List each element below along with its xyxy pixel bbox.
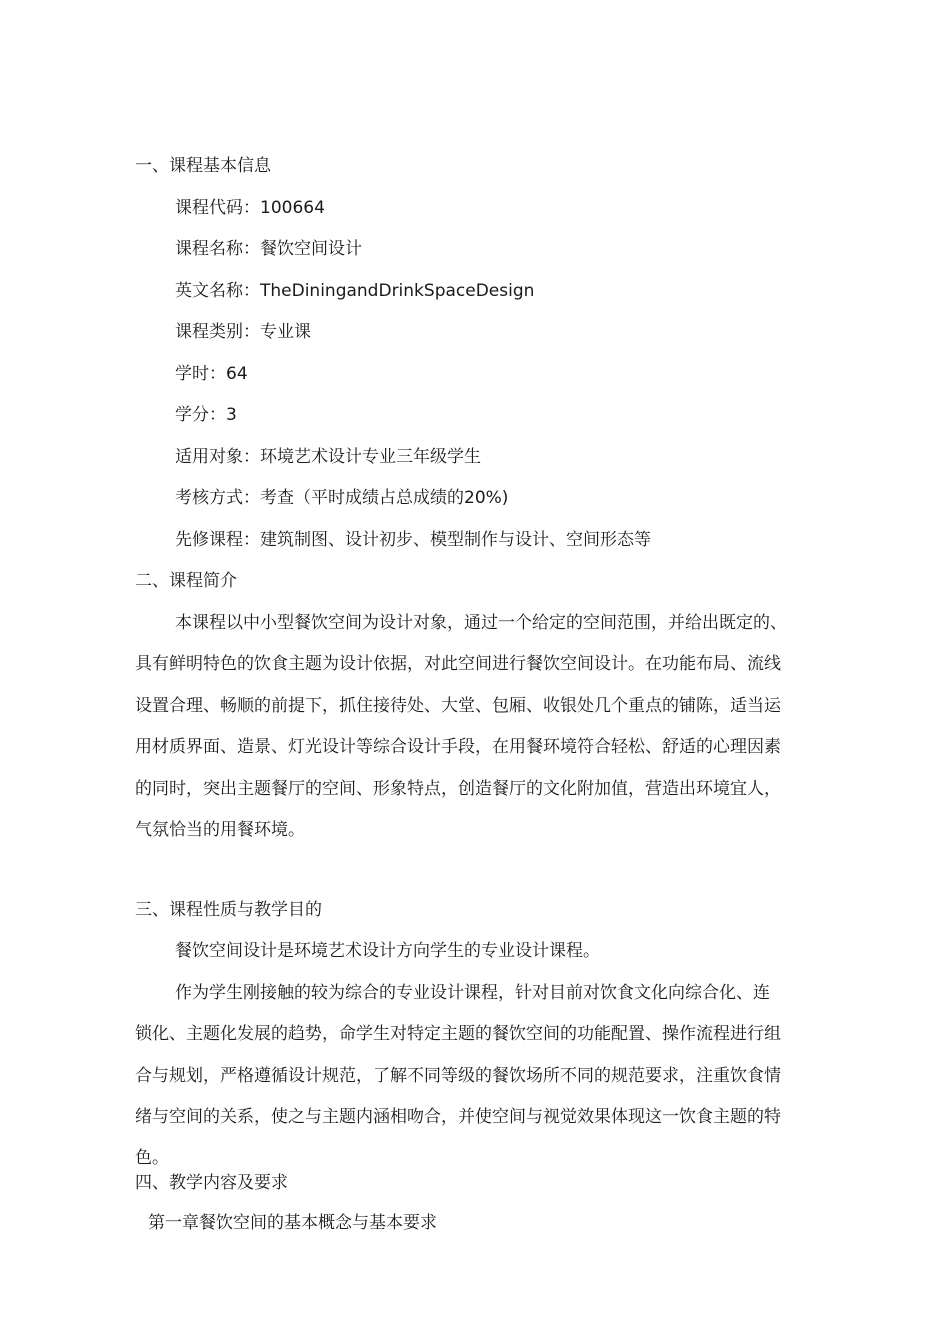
field-label: 学时： [175, 364, 226, 384]
field-course-name [175, 237, 362, 261]
field-value: 环境艺术设计专业三年级学生 [260, 447, 481, 467]
field-label: 先修课程： [175, 530, 260, 550]
section2-heading: 二、课程简介 [135, 571, 237, 591]
field-value: 餐饮空间设计 [260, 239, 362, 259]
paragraph-line: 绪与空间的关系，使之与主题内涵相吻合，并使空间与视觉效果体现这一饮食主题的特 [135, 1107, 781, 1127]
section4-heading: 四、教学内容及要求 [135, 1173, 288, 1193]
field-value: TheDiningandDrinkSpaceDesign [260, 281, 535, 301]
chapter-title: 第一章餐饮空间的基本概念与基本要求 [148, 1213, 437, 1233]
field-label: 课程代码： [175, 198, 260, 218]
field-label: 英文名称： [175, 281, 260, 301]
paragraph-line: 锁化、主题化发展的趋势，命学生对特定主题的餐饮空间的功能配置、操作流程进行组 [135, 1024, 781, 1044]
paragraph-line: 用材质界面、造景、灯光设计等综合设计手段，在用餐环境符合轻松、舒适的心理因素 [135, 737, 781, 757]
field-value: 建筑制图、设计初步、模型制作与设计、空间形态等 [260, 530, 651, 550]
paragraph-line: 的同时，突出主题餐厅的空间、形象特点，创造餐厅的文化附加值，营造出环境宜人， [135, 779, 781, 799]
section3-heading: 三、课程性质与教学目的 [135, 900, 322, 920]
paragraph-line: 餐饮空间设计是环境艺术设计方向学生的专业设计课程。 [175, 941, 600, 961]
section1-heading: 一、课程基本信息 [135, 156, 271, 176]
field-english-name [175, 279, 534, 303]
field-assessment [175, 486, 508, 510]
field-credits [175, 403, 237, 427]
paragraph-line: 设置合理、畅顺的前提下，抓住接待处、大堂、包厢、收银处几个重点的铺陈，适当运 [135, 696, 781, 716]
field-course-code [175, 196, 325, 220]
field-value: 考查（平时成绩占总成绩的20%) [260, 488, 509, 508]
field-label: 考核方式： [175, 488, 260, 508]
field-value: 3 [226, 405, 237, 425]
paragraph-line: 本课程以中小型餐饮空间为设计对象，通过一个给定的空间范围，并给出既定的、 [175, 613, 787, 633]
paragraph-line: 具有鲜明特色的饮食主题为设计依据，对此空间进行餐饮空间设计。在功能布局、流线 [135, 654, 781, 674]
field-prerequisites [175, 528, 651, 552]
field-value: 专业课 [260, 322, 311, 342]
paragraph-line: 色。 [135, 1148, 169, 1168]
field-label: 适用对象： [175, 447, 260, 467]
field-value: 64 [226, 364, 248, 384]
field-audience [175, 445, 481, 469]
paragraph-line: 气氛恰当的用餐环境。 [135, 820, 305, 840]
field-label: 课程类别： [175, 322, 260, 342]
field-value: 100664 [260, 198, 325, 218]
field-course-category [175, 320, 311, 344]
field-label: 课程名称： [175, 239, 260, 259]
paragraph-line: 作为学生刚接触的较为综合的专业设计课程，针对目前对饮食文化向综合化、连 [175, 983, 770, 1003]
field-label: 学分： [175, 405, 226, 425]
field-hours [175, 362, 248, 386]
paragraph-line: 合与规划，严格遵循设计规范，了解不同等级的餐饮场所不同的规范要求，注重饮食情 [135, 1066, 781, 1086]
